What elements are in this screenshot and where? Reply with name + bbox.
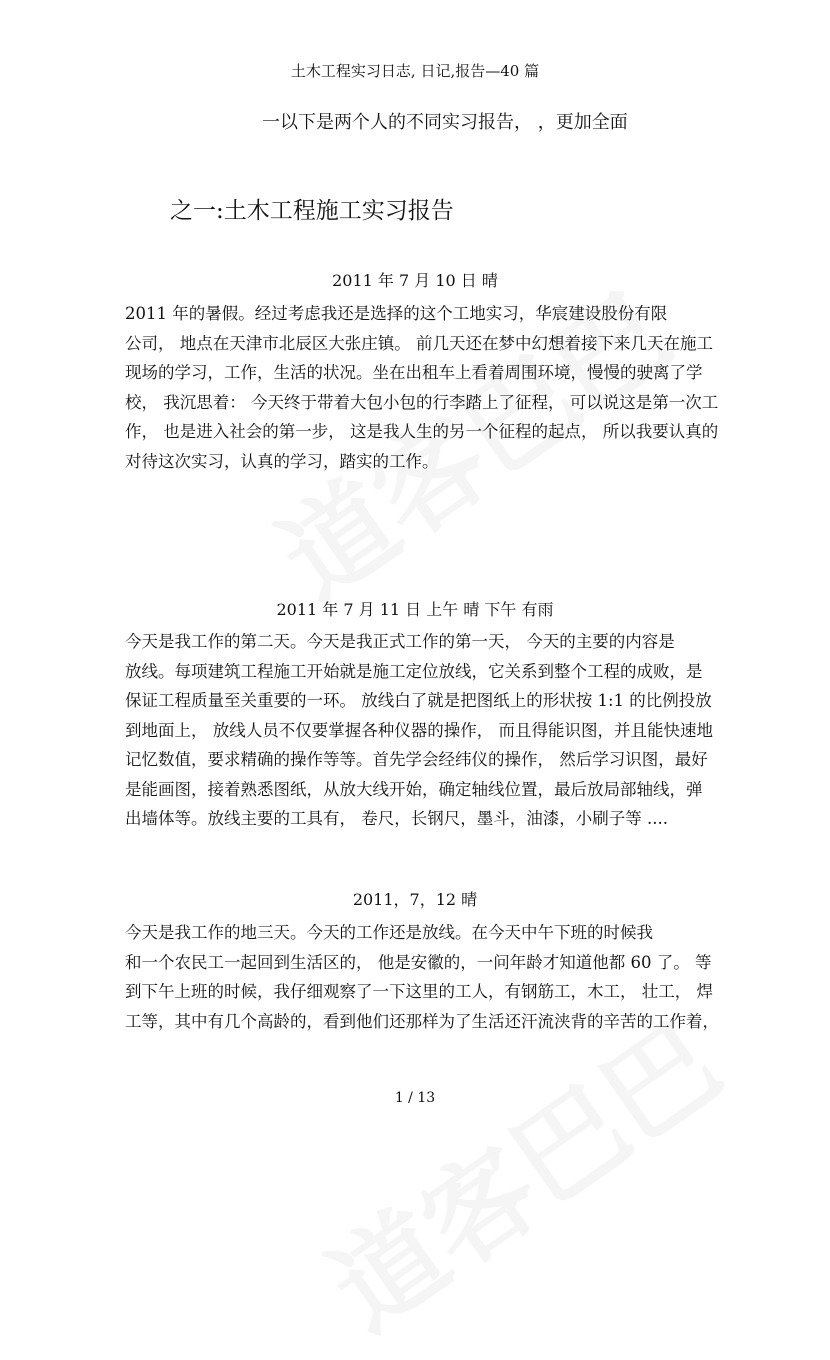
entry-line: 放线。每项建筑工程施工开始就是施工定位放线，它关系到整个工程的成败，是 bbox=[125, 661, 703, 681]
entry-line: 作， 也是进入社会的第一步， 这是我人生的另一个征程的起点， 所以我要认真的 bbox=[125, 422, 719, 441]
page-indicator: 1 / 13 bbox=[394, 1090, 436, 1106]
entry-date: 2011，7，12 晴 bbox=[352, 890, 478, 909]
entry-line: 到地面上， 放线人员不仅要掌握各种仪器的操作， 而且得能识图，并且能快速地 bbox=[125, 720, 713, 740]
intro-note: 一以下是两个人的不同实习报告， ，更加全面 bbox=[262, 112, 628, 133]
entry-body bbox=[125, 918, 719, 1036]
entry-line: 今天是我工作的地三天。今天的工作还是放线。在今天中午下班的时候我 bbox=[125, 923, 653, 942]
entry-line: 现场的学习，工作，生活的状况。坐在出租车上看着周围环境，慢慢的驶离了学 bbox=[125, 363, 703, 382]
entry-line: 是能画图，接着熟悉图纸，从放大线开始，确定轴线位置，最后放局部轴线，弹 bbox=[125, 779, 703, 799]
document-title: 土木工程实习日志, 日记,报告—40 篇 bbox=[290, 62, 540, 80]
entry-line: 对待这次实习，认真的学习，踏实的工作。 bbox=[125, 451, 439, 471]
entry-line: 校， 我沉思着： 今天终于带着大包小包的行李踏上了征程， 可以说这是第一次工 bbox=[125, 392, 719, 412]
entry-line: 2011 年的暑假。经过考虑我还是选择的这个工地实习，华宸建设股份有限 bbox=[125, 304, 668, 323]
entry-line: 记忆数值，要求精确的操作等等。首先学会经纬仪的操作， 然后学习识图，最好 bbox=[125, 750, 708, 769]
entry-line: 到下午上班的时候，我仔细观察了一下这里的工人，有钢筋工，木工， 壮工， 焊 bbox=[125, 982, 713, 1001]
entry-line: 工等，其中有几个高龄的，看到他们还那样为了生活还汗流浃背的辛苦的工作着， bbox=[125, 1011, 719, 1031]
section-heading: 之一:土木工程施工实习报告 bbox=[170, 198, 454, 224]
entry-line: 保证工程质量至关重要的一环。 放线白了就是把图纸上的形状按 1:1 的比例投放 bbox=[125, 691, 712, 710]
entry-line: 出墙体等。放线主要的工具有， 卷尺，长钢尺，墨斗，油漆，小刷子等 .... bbox=[125, 809, 668, 828]
entry-line: 公司， 地点在天津市北辰区大张庄镇。 前几天还在梦中幻想着接下来几天在施工 bbox=[125, 333, 713, 353]
entry-line: 和一个农民工一起回到生活区的， 他是安徽的，一问年龄才知道他都 60 了。 等 bbox=[125, 952, 712, 972]
entry-date: 2011 年 7 月 10 日 晴 bbox=[332, 271, 498, 290]
entry-date: 2011 年 7 月 11 日 上午 晴 下午 有雨 bbox=[276, 600, 554, 619]
entry-body bbox=[125, 627, 713, 834]
entry-line: 今天是我工作的第二天。今天是我正式工作的第一天， 今天的主要的内容是 bbox=[125, 632, 675, 651]
entry-body bbox=[125, 299, 719, 476]
